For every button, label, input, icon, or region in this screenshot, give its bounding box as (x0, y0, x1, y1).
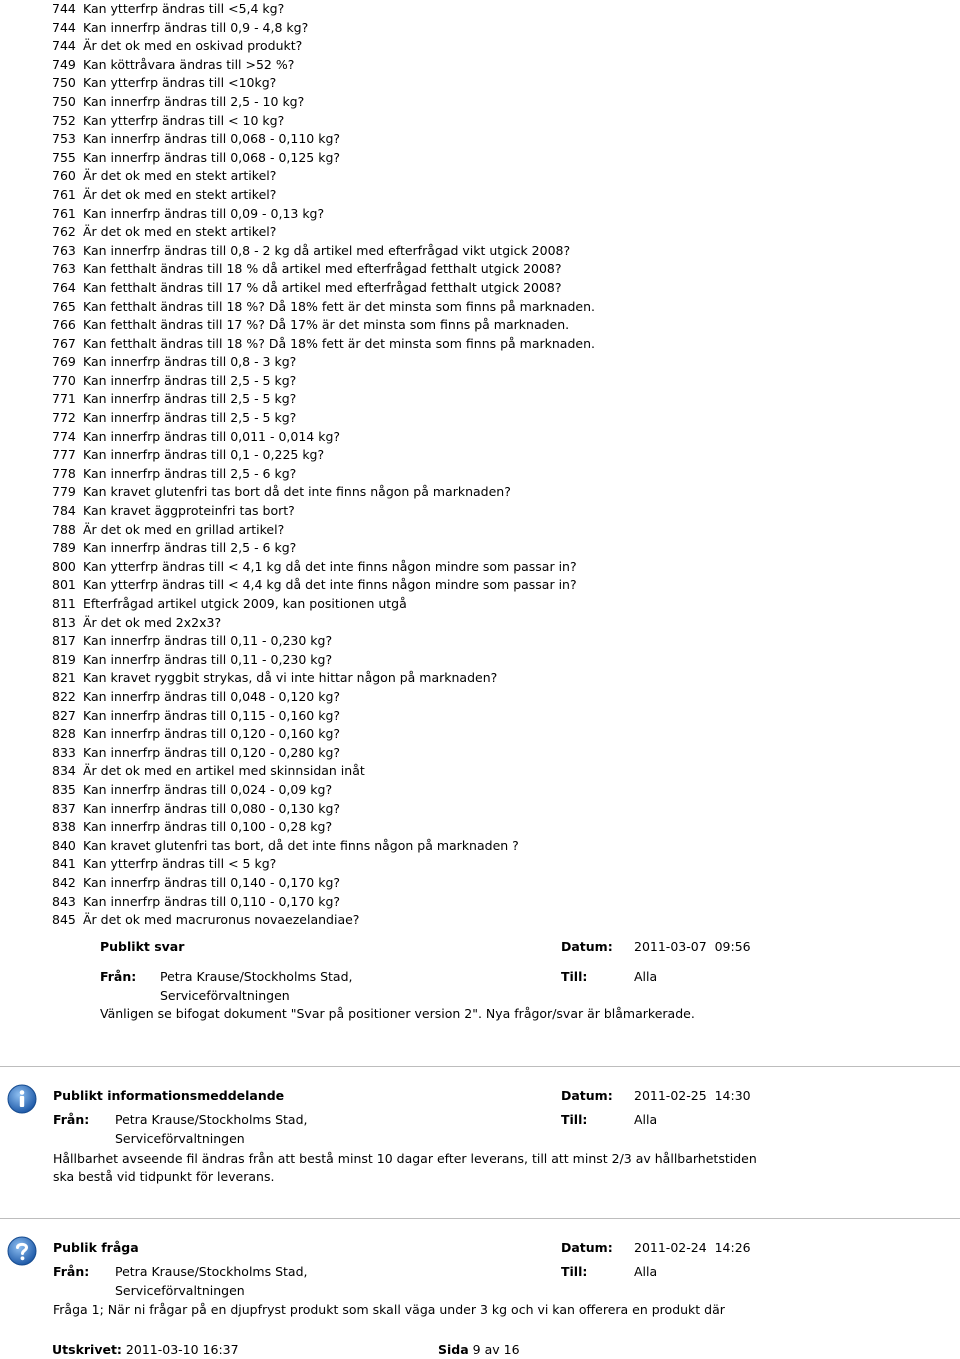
question-row (52, 149, 932, 168)
question-number: 769 (52, 354, 76, 370)
question-number: 813 (52, 614, 76, 630)
question-row (52, 874, 932, 893)
question-row (52, 818, 932, 837)
question-number: 770 (52, 372, 76, 388)
question-text: Kan innerfrp ändras till 0,11 - 0,230 kg? (83, 633, 333, 649)
question-text: Kan fetthalt ändras till 17 %? Då 17% är det minsta som finns på marknaden. (83, 317, 570, 333)
question-row (52, 167, 932, 186)
question-from-line1: Petra Krause/Stockholms Stad, (115, 1264, 308, 1279)
question-text: Är det ok med en artikel med skinnsidan inåt (83, 763, 365, 779)
question-number: 765 (52, 298, 76, 314)
question-text: Kan innerfrp ändras till 0,115 - 0,160 kg? (83, 707, 341, 723)
question-number: 837 (52, 800, 76, 816)
printed-value: 2011-03-10 16:37 (125, 1342, 239, 1357)
info-to-value: Alla (634, 1112, 658, 1127)
question-text: Kan innerfrp ändras till 0,8 - 3 kg? (83, 354, 297, 370)
question-text: Kan innerfrp ändras till 0,120 - 0,280 kg? (83, 744, 341, 760)
question-number: 761 (52, 205, 76, 221)
question-number: 845 (52, 912, 76, 928)
question-text: Kan fetthalt ändras till 17 % då artikel med efterfrågad fetthalt utgick 2008? (83, 279, 562, 295)
question-text: Kan innerfrp ändras till 0,068 - 0,110 kg? (83, 131, 341, 147)
question-number: 843 (52, 893, 76, 909)
question-from-label: Från: (53, 1264, 90, 1279)
info-block (0, 1078, 960, 1188)
question-row (52, 93, 932, 112)
question-row (52, 595, 932, 614)
question-row (52, 130, 932, 149)
question-text: Är det ok med en oskivad produkt? (83, 38, 303, 54)
question-row (52, 260, 932, 279)
question-row (52, 37, 932, 56)
question-row (52, 651, 932, 670)
question-icon (7, 1236, 37, 1266)
question-text: Kan köttråvara ändras till >52 %? (83, 56, 295, 72)
info-datum-label: Datum: (561, 1088, 613, 1103)
question-row (52, 855, 932, 874)
info-body-line2: ska bestå vid tidpunkt för leverans. (53, 1169, 275, 1184)
printed-label: Utskrivet: (52, 1342, 122, 1357)
info-datum-value: 2011-02-25 14:30 (634, 1088, 751, 1103)
question-row (52, 688, 932, 707)
question-number: 800 (52, 558, 76, 574)
question-text: Är det ok med macruronus novaezelandiae? (83, 912, 360, 928)
question-number: 749 (52, 56, 76, 72)
answer-to-value: Alla (634, 969, 658, 984)
question-number: 822 (52, 688, 76, 704)
question-number: 835 (52, 781, 76, 797)
question-text: Är det ok med 2x2x3? (83, 614, 222, 630)
question-row (52, 521, 932, 540)
question-number: 840 (52, 837, 76, 853)
question-text: Kan innerfrp ändras till 2,5 - 6 kg? (83, 465, 297, 481)
question-datum-label: Datum: (561, 1240, 613, 1255)
question-row (52, 19, 932, 38)
question-to-value: Alla (634, 1264, 658, 1279)
question-number: 834 (52, 763, 76, 779)
question-number: 811 (52, 596, 76, 611)
question-row (52, 390, 932, 409)
question-text: Kan innerfrp ändras till 0,09 - 0,13 kg? (83, 205, 325, 221)
question-text: Kan innerfrp ändras till 0,11 - 0,230 kg? (83, 651, 333, 667)
question-text: Kan kravet ryggbit strykas, då vi inte hittar någon på marknaden? (83, 670, 498, 686)
question-text: Kan innerfrp ändras till 0,8 - 2 kg då artikel med efterfrågad vikt utgick 2008? (83, 242, 571, 258)
question-text: Är det ok med en stekt artikel? (83, 186, 277, 202)
question-number: 789 (52, 540, 76, 556)
question-number: 801 (52, 577, 76, 593)
question-row (52, 725, 932, 744)
question-number: 788 (52, 521, 76, 537)
question-row (52, 576, 932, 595)
question-row (52, 837, 932, 856)
question-text: Kan ytterfrp ändras till < 4,4 kg då det inte finns någon mindre som passar in? (83, 577, 577, 593)
question-text: Kan innerfrp ändras till 2,5 - 5 kg? (83, 391, 297, 407)
question-number: 821 (52, 670, 76, 686)
question-text: Kan innerfrp ändras till 0,080 - 0,130 kg? (83, 800, 341, 816)
question-row (52, 558, 932, 577)
page-label: Sida (438, 1342, 469, 1357)
page-number: 9 (472, 1342, 481, 1357)
question-text: Kan fetthalt ändras till 18 %? Då 18% fett är det minsta som finns på marknaden. (83, 298, 595, 314)
question-number: 779 (52, 484, 76, 500)
question-number: 766 (52, 317, 76, 333)
question-row (52, 205, 932, 224)
question-row (52, 242, 932, 261)
answer-to-label: Till: (561, 969, 588, 984)
question-number: 838 (52, 819, 76, 835)
question-body: Fråga 1; När ni frågar på en djupfryst produkt som skall väga under 3 kg och vi kan offerera en produkt där (53, 1302, 725, 1317)
question-text: Kan innerfrp ändras till 0,1 - 0,225 kg? (83, 447, 325, 463)
question-row (52, 669, 932, 688)
question-row (52, 428, 932, 447)
divider-1 (0, 1066, 960, 1067)
question-number: 753 (52, 131, 76, 147)
question-text: Kan innerfrp ändras till 0,048 - 0,120 kg? (83, 688, 341, 704)
question-row (52, 186, 932, 205)
question-text: Kan ytterfrp ändras till <5,4 kg? (83, 1, 285, 16)
question-row (52, 465, 932, 484)
question-text: Kan innerfrp ändras till 0,9 - 4,8 kg? (83, 19, 309, 35)
question-row (52, 800, 932, 819)
answer-body: Vänligen se bifogat dokument "Svar på positioner version 2". Nya frågor/svar är blåmarkerade. (100, 1006, 695, 1021)
question-text: Kan kravet glutenfri tas bort då det inte finns någon på marknaden? (83, 484, 511, 500)
question-number: 744 (52, 19, 76, 35)
question-row (52, 56, 932, 75)
page-total: 16 (503, 1342, 520, 1357)
question-text: Kan innerfrp ändras till 0,024 - 0,09 kg? (83, 781, 333, 797)
question-number: 778 (52, 465, 76, 481)
question-text: Kan fetthalt ändras till 18 % då artikel med efterfrågad fetthalt utgick 2008? (83, 261, 562, 277)
question-text: Kan fetthalt ändras till 18 %? Då 18% fett är det minsta som finns på marknaden. (83, 335, 595, 351)
question-number: 784 (52, 503, 76, 519)
info-from-line1: Petra Krause/Stockholms Stad, (115, 1112, 308, 1127)
question-row (52, 112, 932, 131)
question-text: Kan innerfrp ändras till 2,5 - 6 kg? (83, 540, 297, 556)
answer-from-line2: Serviceförvaltningen (160, 988, 290, 1003)
question-row (52, 353, 932, 372)
info-icon (7, 1084, 37, 1114)
question-row (52, 0, 932, 19)
answer-block (0, 937, 960, 1027)
question-from-line2: Serviceförvaltningen (115, 1283, 245, 1298)
question-text: Kan innerfrp ändras till 2,5 - 5 kg? (83, 372, 297, 388)
question-number: 827 (52, 707, 76, 723)
question-text: Kan ytterfrp ändras till < 5 kg? (83, 856, 277, 872)
question-number: 774 (52, 428, 76, 444)
question-number: 828 (52, 726, 76, 742)
question-text: Kan ytterfrp ändras till < 10 kg? (83, 112, 285, 128)
answer-from-label: Från: (100, 969, 137, 984)
question-row (52, 409, 932, 428)
question-number: 771 (52, 391, 76, 407)
question-number: 760 (52, 168, 76, 184)
question-text: Kan kravet glutenfri tas bort, då det inte finns någon på marknaden ? (83, 837, 519, 853)
question-list (52, 0, 932, 930)
question-text: Kan innerfrp ändras till 0,120 - 0,160 kg? (83, 726, 341, 742)
answer-datum-label: Datum: (561, 939, 613, 954)
question-text: Är det ok med en stekt artikel? (83, 168, 277, 184)
question-row (52, 279, 932, 298)
question-row (52, 707, 932, 726)
question-number: 762 (52, 224, 76, 240)
question-title: Publik fråga (53, 1240, 139, 1255)
question-row (52, 744, 932, 763)
info-from-label: Från: (53, 1112, 90, 1127)
question-number: 767 (52, 335, 76, 351)
question-datum-value: 2011-02-24 14:26 (634, 1240, 751, 1255)
question-row (52, 632, 932, 651)
question-number: 842 (52, 874, 76, 890)
question-number: 744 (52, 1, 76, 16)
question-text: Kan innerfrp ändras till 0,110 - 0,170 kg? (83, 893, 341, 909)
question-row (52, 911, 932, 930)
question-row (52, 893, 932, 912)
info-title: Publikt informationsmeddelande (53, 1088, 285, 1103)
question-text: Kan innerfrp ändras till 2,5 - 5 kg? (83, 410, 297, 426)
info-from-line2: Serviceförvaltningen (115, 1131, 245, 1146)
question-row (52, 316, 932, 335)
question-number: 761 (52, 186, 76, 202)
question-text: Kan ytterfrp ändras till <10kg? (83, 75, 277, 91)
question-row (52, 539, 932, 558)
question-text: Kan innerfrp ändras till 0,100 - 0,28 kg? (83, 819, 333, 835)
question-number: 817 (52, 633, 76, 649)
question-to-label: Till: (561, 1264, 588, 1279)
question-text: Efterfrågad artikel utgick 2009, kan positionen utgå (83, 596, 407, 611)
question-number: 750 (52, 75, 76, 91)
question-row (52, 223, 932, 242)
question-text: Är det ok med en grillad artikel? (83, 521, 285, 537)
question-text: Kan innerfrp ändras till 2,5 - 10 kg? (83, 93, 305, 109)
question-number: 764 (52, 279, 76, 295)
question-text: Är det ok med en stekt artikel? (83, 224, 277, 240)
question-row (52, 614, 932, 633)
question-row (52, 372, 932, 391)
divider-2 (0, 1218, 960, 1219)
question-row (52, 298, 932, 317)
question-number: 755 (52, 149, 76, 165)
question-number: 744 (52, 38, 76, 54)
question-text: Kan innerfrp ändras till 0,068 - 0,125 kg? (83, 149, 341, 165)
question-number: 841 (52, 856, 76, 872)
question-number: 833 (52, 744, 76, 760)
question-block (0, 1230, 960, 1320)
question-number: 772 (52, 410, 76, 426)
answer-datum-value: 2011-03-07 09:56 (634, 939, 751, 954)
question-row (52, 781, 932, 800)
question-row (52, 74, 932, 93)
question-number: 819 (52, 651, 76, 667)
question-row (52, 335, 932, 354)
info-body-line1: Hållbarhet avseende fil ändras från att bestå minst 10 dagar efter leverans, till att minst 2/3 av hållbarhetstiden (53, 1151, 757, 1166)
question-text: Kan innerfrp ändras till 0,140 - 0,170 kg? (83, 874, 341, 890)
answer-title: Publikt svar (100, 939, 185, 954)
question-number: 763 (52, 242, 76, 258)
page-of: av (484, 1342, 500, 1357)
question-row (52, 762, 932, 781)
question-number: 752 (52, 112, 76, 128)
info-to-label: Till: (561, 1112, 588, 1127)
question-row (52, 446, 932, 465)
question-text: Kan kravet äggproteinfri tas bort? (83, 503, 295, 519)
page-indicator (438, 1340, 520, 1359)
question-number: 777 (52, 447, 76, 463)
question-row (52, 483, 932, 502)
answer-from-line1: Petra Krause/Stockholms Stad, (160, 969, 353, 984)
question-number: 750 (52, 93, 76, 109)
question-text: Kan innerfrp ändras till 0,011 - 0,014 kg? (83, 428, 341, 444)
page-footer (52, 1340, 932, 1359)
question-number: 763 (52, 261, 76, 277)
question-text: Kan ytterfrp ändras till < 4,1 kg då det inte finns någon mindre som passar in? (83, 558, 577, 574)
question-row (52, 502, 932, 521)
